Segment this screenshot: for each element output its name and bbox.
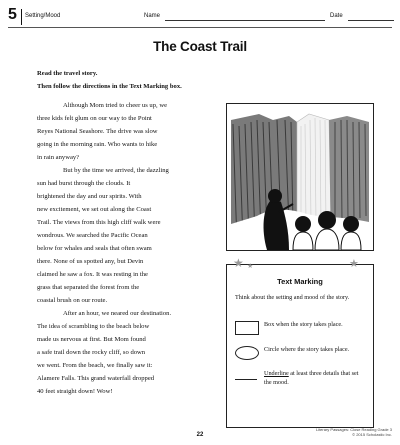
underline-symbol xyxy=(235,379,257,380)
story-line: claimed he saw a fox. It was resting in the xyxy=(37,271,148,278)
underline-word: Underline xyxy=(264,370,289,377)
story-line: Trail. The views from this high cliff walk were xyxy=(37,219,161,226)
story-line: grass that separated the forest from the xyxy=(37,284,140,291)
credit-line-1: Literary Passages: Close Reading Grade 3 xyxy=(315,427,392,432)
child-figure xyxy=(295,216,311,232)
star-icon: ★ xyxy=(349,258,359,270)
unit-number: 5 xyxy=(8,6,17,23)
page-header xyxy=(8,6,392,28)
story-line: Although Mom tried to cheer us up, we xyxy=(63,102,168,109)
story-line: in rain anyway? xyxy=(37,154,80,161)
waterfall-illustration xyxy=(226,103,374,251)
underline-rest: at least three details that set the mood. xyxy=(264,370,359,386)
story-line: Alamere Falls. This grand waterfall dropped xyxy=(37,375,155,382)
story-paragraph xyxy=(37,164,219,307)
star-icon: ★ xyxy=(233,256,244,270)
story-line: a safe trail down the rocky cliff, so down xyxy=(37,349,146,356)
story-paragraph xyxy=(37,99,219,164)
story-line: But by the time we arrived, the dazzling xyxy=(63,167,169,174)
story-line: new excitement, we set out along the Coast xyxy=(37,206,152,213)
story-line: coastal brush on our route. xyxy=(37,297,108,304)
page-title: The Coast Trail xyxy=(153,39,247,54)
instruction-line: Then follow the directions in the Text Marking box. xyxy=(37,83,182,90)
child-figure xyxy=(318,211,336,229)
story-line: made us nervous at first. But Mom found xyxy=(37,336,146,343)
story-line: The idea of scrambling to the beach below xyxy=(37,323,150,330)
story-line: Reyes National Seashore. The drive was slow xyxy=(37,128,158,135)
story-line: below for whales and seals that often swam xyxy=(37,245,152,252)
story-line: 40 feet straight down! Wow! xyxy=(37,388,113,395)
instruction-line: Read the travel story. xyxy=(37,70,98,77)
text-marking-intro: Think about the setting and mood of the story. xyxy=(235,294,350,301)
text-marking-title: Text Marking xyxy=(277,277,323,286)
box-symbol xyxy=(235,321,259,335)
header-rule xyxy=(8,27,392,28)
story-line: three kids felt glum on our way to the Point xyxy=(37,115,152,122)
credit-line xyxy=(292,427,392,437)
child-figure xyxy=(343,216,359,232)
story-line: we went. From the beach, we finally saw it: xyxy=(37,362,153,369)
story-line: After an hour, we neared our destination. xyxy=(63,310,172,317)
story-paragraph xyxy=(37,307,219,398)
unit-divider xyxy=(21,9,22,25)
page-number: 22 xyxy=(196,432,204,438)
waterfall-drawing xyxy=(227,104,373,250)
unit-label: Setting/Mood xyxy=(25,13,61,19)
name-label: Name xyxy=(144,13,161,19)
instructions xyxy=(37,67,182,93)
story-line: wondrous. We searched the Pacific Ocean xyxy=(37,232,148,239)
story-line: going in the morning rain. Who wants to hike xyxy=(37,141,158,148)
oval-symbol xyxy=(235,346,259,360)
story-line: brightened the day and our spirits. With xyxy=(37,193,142,200)
name-field[interactable] xyxy=(165,20,325,21)
credit-line-2: © 2015 Scholastic Inc. xyxy=(352,432,392,437)
date-label: Date xyxy=(330,13,343,19)
story-line: there. None of us spotted any, but Devin xyxy=(37,258,144,265)
star-icon: ★ xyxy=(247,262,254,270)
date-field[interactable] xyxy=(348,20,394,21)
story-line: sun had burst through the clouds. It xyxy=(37,180,131,187)
story-text xyxy=(37,99,219,398)
text-marking-box: ★ ★ ★ Text Marking Think about the setting and mood of the story. Box when the story takes place. Circle where the story takes place. Underline at least three details that set the mood. xyxy=(226,264,374,428)
